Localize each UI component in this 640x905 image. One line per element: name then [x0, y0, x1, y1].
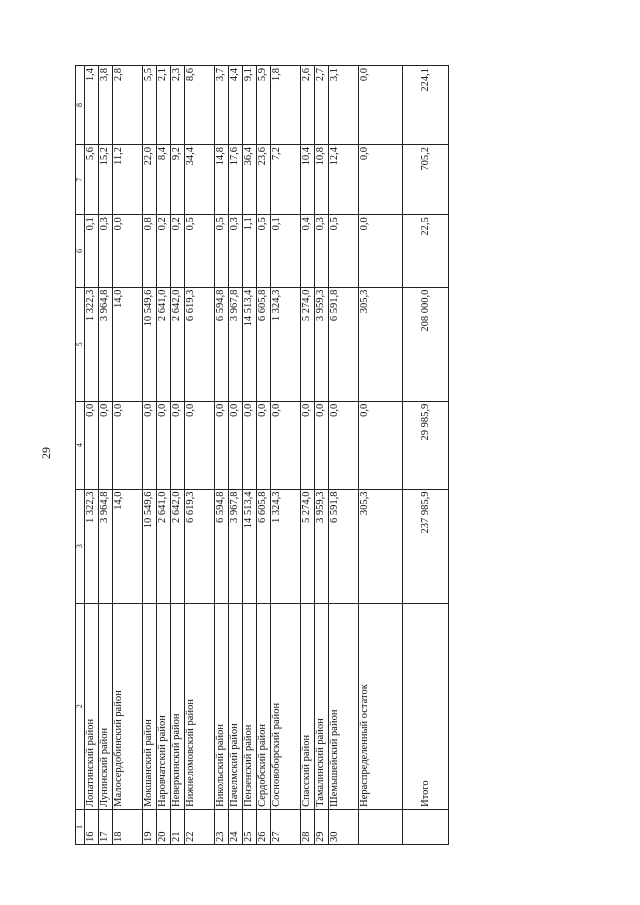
- cell-no: 18: [113, 809, 143, 844]
- column-header: 1: [76, 809, 85, 844]
- cell-name: Пачелмский район: [229, 603, 243, 809]
- cell-c4: 0,0: [243, 401, 257, 489]
- cell-c5: 14 513,4: [243, 287, 257, 401]
- cell-name: Малосердобинский район: [113, 603, 143, 809]
- cell-c6: 22,5: [403, 215, 449, 287]
- table-row: [315, 66, 329, 845]
- cell-c3: 3 959,3: [315, 489, 329, 603]
- cell-c8: 1,4: [85, 66, 99, 145]
- cell-c5: 2 642,0: [171, 287, 185, 401]
- cell-c3: 14 513,4: [243, 489, 257, 603]
- cell-no: 30: [329, 809, 359, 844]
- cell-name: Лунинский район: [99, 603, 113, 809]
- cell-c3: 6 605,8: [257, 489, 271, 603]
- cell-no: 25: [243, 809, 257, 844]
- cell-no: 17: [99, 809, 113, 844]
- cell-c7: 705,2: [403, 145, 449, 215]
- cell-c3: 2 641,0: [157, 489, 171, 603]
- cell-c6: 0,3: [229, 215, 243, 287]
- column-header: 3: [76, 489, 85, 603]
- cell-name: Сердобский район: [257, 603, 271, 809]
- cell-c4: 0,0: [215, 401, 229, 489]
- cell-c5: 14,0: [113, 287, 143, 401]
- cell-c4: 29 985,9: [403, 401, 449, 489]
- cell-c6: 1,1: [243, 215, 257, 287]
- cell-c6: 0,5: [257, 215, 271, 287]
- cell-c4: 0,0: [157, 401, 171, 489]
- cell-c5: 6 619,3: [185, 287, 215, 401]
- cell-c3: 305,3: [359, 489, 403, 603]
- cell-c8: 5,9: [257, 66, 271, 145]
- cell-name: Спасский район: [301, 603, 315, 809]
- cell-c7: 17,6: [229, 145, 243, 215]
- cell-c4: 0,0: [315, 401, 329, 489]
- cell-c5: 1 322,3: [85, 287, 99, 401]
- cell-c5: 3 959,3: [315, 287, 329, 401]
- cell-c8: 2,7: [315, 66, 329, 145]
- table-row: [229, 66, 243, 845]
- cell-c3: 3 967,8: [229, 489, 243, 603]
- cell-c6: 0,0: [113, 215, 143, 287]
- cell-c7: 14,8: [215, 145, 229, 215]
- table-row: [329, 66, 359, 845]
- column-header: 6: [76, 215, 85, 287]
- column-header: 5: [76, 287, 85, 401]
- cell-c4: 0,0: [171, 401, 185, 489]
- cell-name: Наровчатский район: [157, 603, 171, 809]
- table-row: [157, 66, 171, 845]
- cell-c7: 11,2: [113, 145, 143, 215]
- cell-name: Пензенский район: [243, 603, 257, 809]
- cell-c7: 8,4: [157, 145, 171, 215]
- table-row: [271, 66, 301, 845]
- cell-c5: 6 594,8: [215, 287, 229, 401]
- column-header: 2: [76, 603, 85, 809]
- cell-c7: 23,6: [257, 145, 271, 215]
- cell-no: 24: [229, 809, 243, 844]
- cell-name: Шемышейский район: [329, 603, 359, 809]
- cell-c3: 3 964,8: [99, 489, 113, 603]
- cell-c4: 0,0: [143, 401, 157, 489]
- cell-c3: 1 324,3: [271, 489, 301, 603]
- cell-c6: 0,5: [185, 215, 215, 287]
- table-row: [301, 66, 315, 845]
- cell-c6: 0,2: [157, 215, 171, 287]
- cell-c6: 0,8: [143, 215, 157, 287]
- cell-c6: 0,0: [359, 215, 403, 287]
- cell-c6: 0,1: [85, 215, 99, 287]
- cell-c5: 208 000,0: [403, 287, 449, 401]
- cell-c7: 10,8: [315, 145, 329, 215]
- cell-c3: 6 591,8: [329, 489, 359, 603]
- cell-name: Неверкинский район: [171, 603, 185, 809]
- cell-c4: 0,0: [113, 401, 143, 489]
- cell-name: Мокшанский район: [143, 603, 157, 809]
- cell-c7: 7,2: [271, 145, 301, 215]
- cell-c3: 1 322,3: [85, 489, 99, 603]
- cell-c8: 5,5: [143, 66, 157, 145]
- cell-c8: 2,1: [157, 66, 171, 145]
- column-header: 4: [76, 401, 85, 489]
- cell-c8: 224,1: [403, 66, 449, 145]
- cell-c3: 5 274,0: [301, 489, 315, 603]
- cell-c7: 10,4: [301, 145, 315, 215]
- cell-c6: 0,5: [329, 215, 359, 287]
- cell-no: [403, 809, 449, 844]
- cell-no: 19: [143, 809, 157, 844]
- cell-no: 28: [301, 809, 315, 844]
- cell-name: Нераспределенный остаток: [359, 603, 403, 809]
- cell-no: 27: [271, 809, 301, 844]
- cell-c4: 0,0: [329, 401, 359, 489]
- table-row: [257, 66, 271, 845]
- cell-no: 20: [157, 809, 171, 844]
- table-row: [113, 66, 143, 845]
- table-row: [171, 66, 185, 845]
- table-row: [243, 66, 257, 845]
- cell-c5: 3 964,8: [99, 287, 113, 401]
- cell-no: 23: [215, 809, 229, 844]
- cell-c8: 1,8: [271, 66, 301, 145]
- cell-name: Итого: [403, 603, 449, 809]
- cell-c6: 0,3: [99, 215, 113, 287]
- cell-c8: 2,6: [301, 66, 315, 145]
- cell-no: [359, 809, 403, 844]
- cell-c8: 2,8: [113, 66, 143, 145]
- cell-c5: 1 324,3: [271, 287, 301, 401]
- cell-c4: 0,0: [301, 401, 315, 489]
- table-row: [143, 66, 157, 845]
- cell-c5: 6 605,8: [257, 287, 271, 401]
- table-row: [215, 66, 229, 845]
- cell-c7: 12,4: [329, 145, 359, 215]
- cell-name: Нижнеломовский район: [185, 603, 215, 809]
- cell-name: Тамалинский район: [315, 603, 329, 809]
- cell-c6: 0,3: [315, 215, 329, 287]
- table-row: [359, 66, 403, 845]
- cell-c6: 0,2: [171, 215, 185, 287]
- cell-name: Лопатинский район: [85, 603, 99, 809]
- cell-c8: 0,0: [359, 66, 403, 145]
- cell-c7: 36,4: [243, 145, 257, 215]
- cell-name: Сосновоборский район: [271, 603, 301, 809]
- cell-c8: 8,6: [185, 66, 215, 145]
- cell-c4: 0,0: [229, 401, 243, 489]
- cell-c4: 0,0: [359, 401, 403, 489]
- cell-c6: 0,5: [215, 215, 229, 287]
- cell-name: Никольский район: [215, 603, 229, 809]
- column-header: 8: [76, 66, 85, 145]
- cell-c8: 2,3: [171, 66, 185, 145]
- cell-c3: 10 549,6: [143, 489, 157, 603]
- cell-c3: 2 642,0: [171, 489, 185, 603]
- cell-c4: 0,0: [99, 401, 113, 489]
- cell-c5: 5 274,0: [301, 287, 315, 401]
- rotated-table-container: [75, 65, 430, 845]
- cell-c6: 0,4: [301, 215, 315, 287]
- cell-no: 21: [171, 809, 185, 844]
- cell-c4: 0,0: [257, 401, 271, 489]
- cell-c7: 9,2: [171, 145, 185, 215]
- cell-c7: 15,2: [99, 145, 113, 215]
- cell-c7: 0,0: [359, 145, 403, 215]
- cell-c4: 0,0: [185, 401, 215, 489]
- cell-c5: 10 549,6: [143, 287, 157, 401]
- cell-c8: 9,1: [243, 66, 257, 145]
- cell-c5: 3 967,8: [229, 287, 243, 401]
- cell-c5: 6 591,8: [329, 287, 359, 401]
- total-row: [403, 66, 449, 845]
- cell-c3: 6 619,3: [185, 489, 215, 603]
- cell-c5: 2 641,0: [157, 287, 171, 401]
- cell-c8: 3,1: [329, 66, 359, 145]
- cell-c6: 0,1: [271, 215, 301, 287]
- data-table: [75, 65, 449, 845]
- column-header: 7: [76, 145, 85, 215]
- cell-c8: 4,4: [229, 66, 243, 145]
- cell-c7: 5,6: [85, 145, 99, 215]
- cell-c3: 6 594,8: [215, 489, 229, 603]
- page-number: 29: [39, 447, 53, 459]
- cell-no: 16: [85, 809, 99, 844]
- cell-no: 22: [185, 809, 215, 844]
- cell-no: 29: [315, 809, 329, 844]
- cell-c7: 22,0: [143, 145, 157, 215]
- cell-c5: 305,3: [359, 287, 403, 401]
- cell-no: 26: [257, 809, 271, 844]
- table-row: [85, 66, 99, 845]
- table-row: [185, 66, 215, 845]
- cell-c7: 34,4: [185, 145, 215, 215]
- table-row: [99, 66, 113, 845]
- cell-c4: 0,0: [85, 401, 99, 489]
- cell-c4: 0,0: [271, 401, 301, 489]
- cell-c3: 237 985,9: [403, 489, 449, 603]
- cell-c8: 3,8: [99, 66, 113, 145]
- column-number-row: [76, 66, 85, 845]
- cell-c8: 3,7: [215, 66, 229, 145]
- cell-c3: 14,0: [113, 489, 143, 603]
